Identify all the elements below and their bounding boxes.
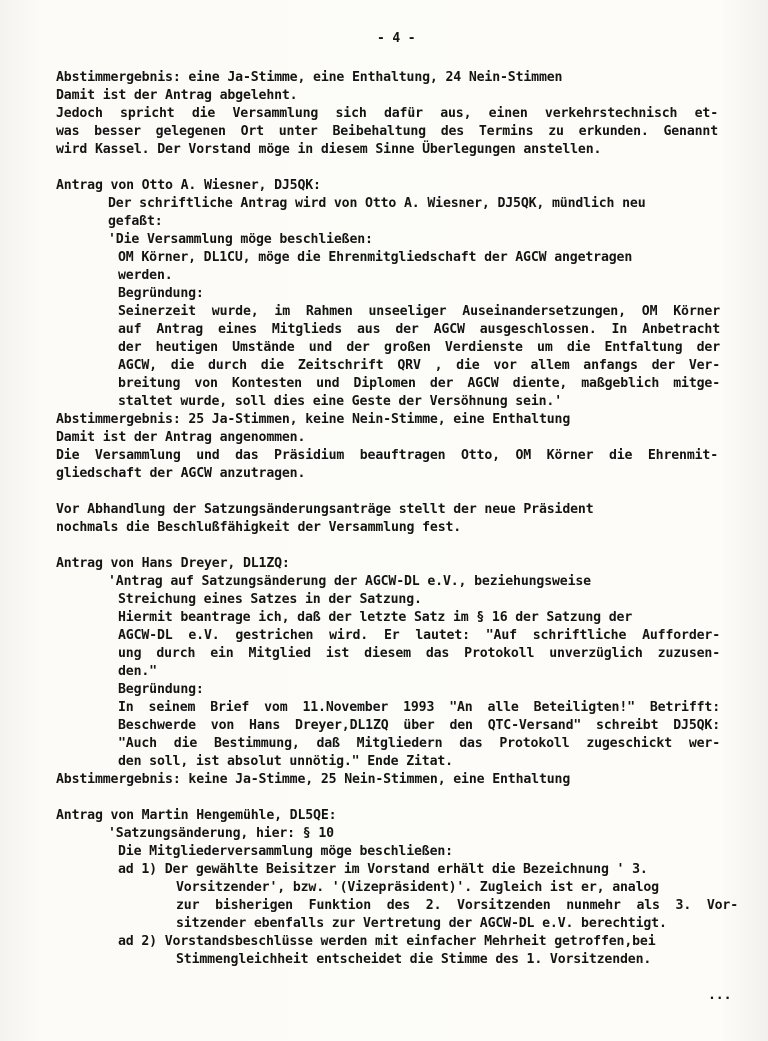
text-line: der heutigen Umstände und der großen Verdienste um die Entfaltung der xyxy=(118,340,720,355)
text-line: Begründung: xyxy=(118,682,204,697)
text-line: 'Antrag auf Satzungsänderung der AGCW-DL e.V., beziehungsweise xyxy=(108,574,591,589)
text-line: OM Körner, DL1CU, möge die Ehrenmitgliedschaft der AGCW angetragen xyxy=(118,250,633,265)
text-line: Vor Abhandlung der Satzungsänderungsanträge stellt der neue Präsident xyxy=(56,502,594,517)
text-line: Stimmengleichheit entscheidet die Stimme des 1. Vorsitzenden. xyxy=(176,952,652,967)
text-line: In seinem Brief vom 11.November 1993 "An alle Beteiligten!" Betrifft: xyxy=(118,700,720,715)
text-line: Seinerzeit wurde, im Rahmen unseeliger Auseinandersetzungen, OM Körner xyxy=(118,304,720,319)
text-line: Damit ist der Antrag angenommen. xyxy=(56,430,306,445)
text-line: auf Antrag eines Mitglieds aus der AGCW ausgeschlossen. In Anbetracht xyxy=(118,322,720,337)
text-line: Begründung: xyxy=(118,286,204,301)
text-line: breitung von Kontesten und Diplomen der AGCW diente, maßgeblich mitge- xyxy=(118,376,720,391)
text-line: Beschwerde von Hans Dreyer,DL1ZQ über den QTC-Versand" schreibt DJ5QK: xyxy=(118,718,720,733)
text-line: was besser gelegenen Ort unter Beibehaltung des Termins zu erkunden. Genannt xyxy=(56,124,718,139)
text-line: Damit ist der Antrag abgelehnt. xyxy=(56,88,298,103)
text-line: Hiermit beantrage ich, daß der letzte Satz im § 16 der Satzung der xyxy=(118,610,633,625)
section-heading: Antrag von Hans Dreyer, DL1ZQ: xyxy=(56,556,290,571)
text-line: den soll, ist absolut unnötig." Ende Zitat. xyxy=(118,754,453,769)
section-heading: Antrag von Martin Hengemühle, DL5QE: xyxy=(56,808,337,823)
text-line: Die Versammlung und das Präsidium beauftragen Otto, OM Körner die Ehrenmit- xyxy=(56,448,718,463)
section-heading: Antrag von Otto A. Wiesner, DJ5QK: xyxy=(56,178,321,193)
text-line: staltet wurde, soll dies eine Geste der Versöhnung sein.' xyxy=(118,394,563,409)
text-line: gefaßt: xyxy=(108,214,163,229)
text-line: Jedoch spricht die Versammlung sich dafür aus, einen verkehrstechnisch et- xyxy=(56,106,718,121)
text-line: zur bisherigen Funktion des 2. Vorsitzenden nunmehr als 3. Vor- xyxy=(176,898,738,913)
text-line: AGCW, die durch die Zeitschrift QRV , die vor allem anfangs der Ver- xyxy=(118,358,720,373)
text-line: wird Kassel. Der Vorstand möge in diesem Sinne Überlegungen anstellen. xyxy=(56,142,602,157)
continuation-ellipsis: ... xyxy=(708,988,732,1003)
text-line: Abstimmergebnis: eine Ja-Stimme, eine Enthaltung, 24 Nein-Stimmen xyxy=(56,70,563,85)
text-line: ad 1) Der gewählte Beisitzer im Vorstand erhält die Bezeichnung ' 3. xyxy=(118,862,648,877)
text-line: sitzender ebenfalls zur Vertretung der AGCW-DL e.V. berechtigt. xyxy=(176,916,667,931)
vote-result: Abstimmergebnis: 25 Ja-Stimmen, keine Nein-Stimme, eine Enthaltung xyxy=(56,412,571,427)
text-line: Vorsitzender', bzw. '(Vizepräsident)'. Zugleich ist er, analog xyxy=(176,880,659,895)
text-line: Die Mitgliederversammlung möge beschließen: xyxy=(118,844,453,859)
text-line: 'Die Versammlung möge beschließen: xyxy=(108,232,373,247)
text-line: AGCW-DL e.V. gestrichen wird. Er lautet: "Auf schriftliche Aufforder- xyxy=(118,628,720,643)
text-line: gliedschaft der AGCW anzutragen. xyxy=(56,466,306,481)
text-line: Streichung eines Satzes in der Satzung. xyxy=(118,592,422,607)
page-number: - 4 - xyxy=(377,31,416,46)
text-line: den." xyxy=(118,664,157,679)
text-line: werden. xyxy=(118,268,173,283)
text-line: Der schriftliche Antrag wird von Otto A. Wiesner, DJ5QK, mündlich neu xyxy=(108,196,646,211)
text-line: "Auch die Bestimmung, daß Mitgliedern das Protokoll zugeschickt wer- xyxy=(118,736,720,751)
vote-result: Abstimmergebnis: keine Ja-Stimme, 25 Nein-Stimmen, eine Enthaltung xyxy=(56,772,571,787)
text-line: ad 2) Vorstandsbeschlüsse werden mit einfacher Mehrheit getroffen,bei xyxy=(118,934,656,949)
text-line: ung durch ein Mitglied ist diesem das Protokoll unverzüglich zuzusen- xyxy=(118,646,720,661)
text-line: 'Satzungsänderung, hier: § 10 xyxy=(108,826,334,841)
text-line: nochmals die Beschlußfähigkeit der Versammlung fest. xyxy=(56,520,462,535)
